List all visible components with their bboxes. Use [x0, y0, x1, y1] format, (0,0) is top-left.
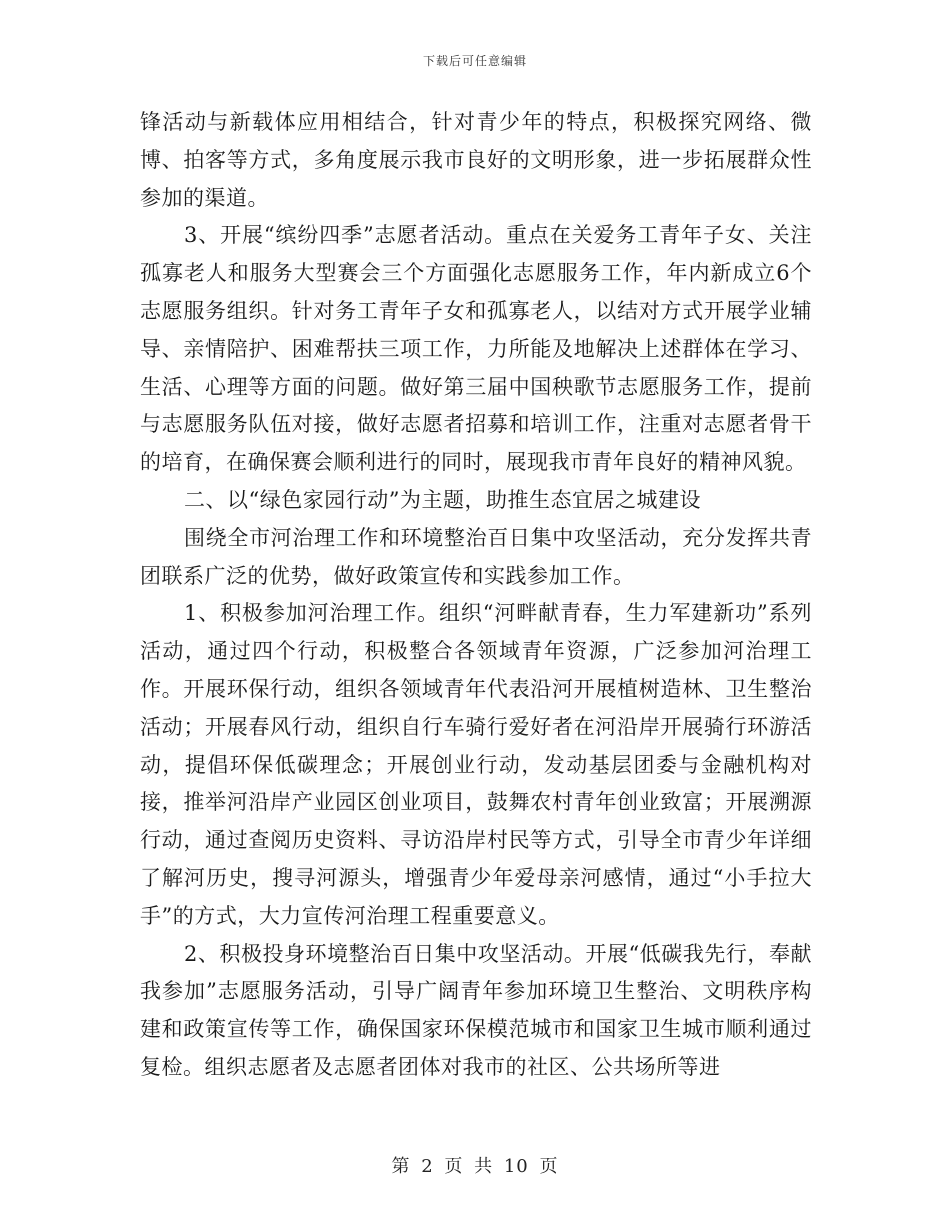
paragraph-2: 3、开展“缤纷四季”志愿者活动。重点在关爱务工青年子女、关注孤寡老人和服务大型赛会三个方面强化志愿服务工作，年内新成立6个志愿服务组织。针对务工青年子女和孤寡老人，以结对方式开展学业辅导、亲情陪护、困难帮扶三项工作，力所能及地解决上述群体在学习、生活、心理等方面的问题。做好第三届中国秧歌节志愿服务工作，提前与志愿服务队伍对接，做好志愿者招募和培训工作，注重对志愿者骨干的培育，在确保赛会顺利进行的同时，展现我市青年良好的精神风貌。	[140, 223, 812, 475]
paragraph-4: 1、积极参加河治理工作。组织“河畔献青春，生力军建新功”系列活动，通过四个行动，积极整合各领域青年资源，广泛参加河治理工作。开展环保行动，组织各领域青年代表沿河开展植树造林、卫生整治活动；开展春风行动，组织自行车骑行爱好者在河沿岸开展骑行环游活动，提倡环保低碳理念；开展创业行动，发动基层团委与金融机构对接，推举河沿岸产业园区创业项目，鼓舞农村青年创业致富；开展溯源行动，通过查阅历史资料、寻访沿岸村民等方式，引导全市青少年详细了解河历史，搜寻河源头，增强青少年爱母亲河感情，通过“小手拉大手”的方式，大力宣传河治理工程重要意义。	[140, 601, 812, 928]
section-heading: 二、以“绿色家园行动”为主题，助推生态宜居之城建设	[184, 487, 701, 512]
page-number-footer: 第 2 页 共 10 页	[391, 1156, 559, 1177]
paragraph-3: 围绕全市河治理工作和环境整治百日集中攻坚活动，充分发挥共青团联系广泛的优势，做好政策宣传和实践参加工作。	[140, 525, 812, 588]
document-body	[140, 104, 812, 1087]
paragraph-1: 锋活动与新载体应用相结合，针对青少年的特点，积极探究网络、微博、拍客等方式，多角度展示我市良好的文明形象，进一步拓展群众性参加的渠道。	[140, 110, 812, 210]
page-header: 下载后可任意编辑	[422, 54, 527, 68]
paragraph-5: 2、积极投身环境整治百日集中攻坚活动。开展“低碳我先行，奉献我参加”志愿服务活动，引导广阔青年参加环境卫生整治、文明秩序构建和政策宣传等工作，确保国家环保模范城市和国家卫生城市顺利通过复检。组织志愿者及志愿者团体对我市的社区、公共场所等进	[140, 941, 812, 1079]
